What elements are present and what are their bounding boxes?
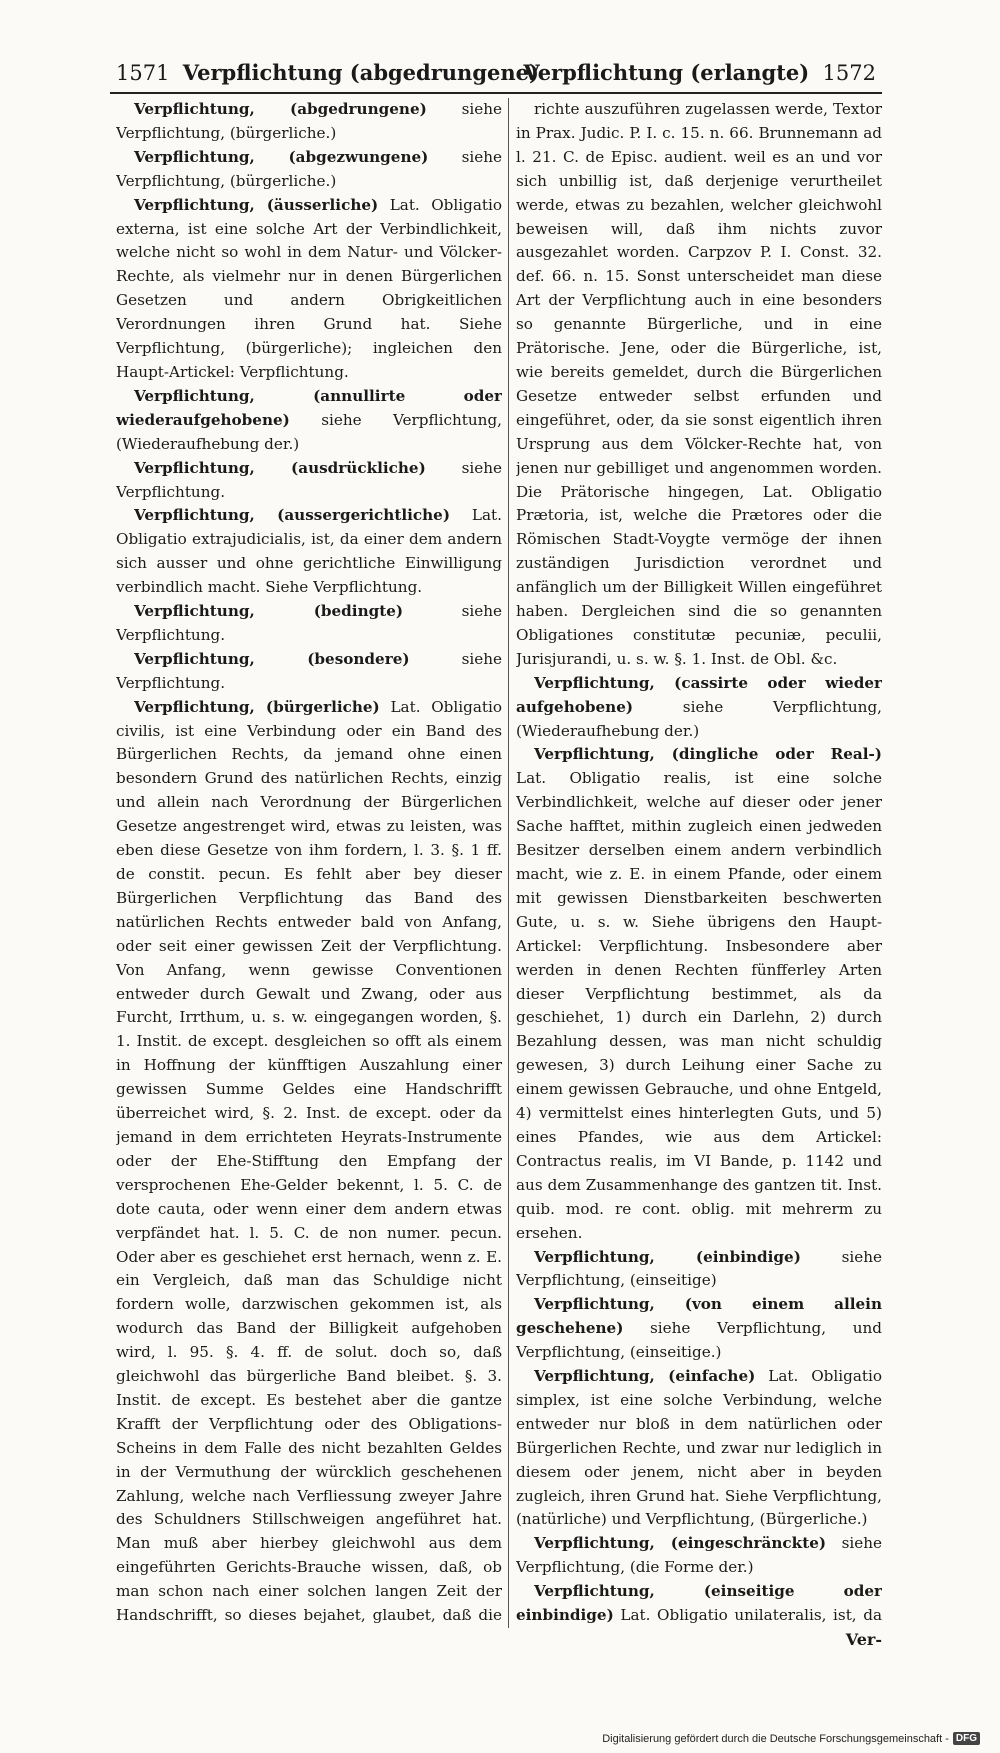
catchword: Ver- <box>845 1630 882 1649</box>
dictionary-entry <box>516 98 882 672</box>
left-page-number: 1571 <box>116 61 170 85</box>
dictionary-entry <box>516 1365 882 1532</box>
dictionary-entry <box>116 696 502 1628</box>
dictionary-entry <box>516 1246 882 1294</box>
dfg-logo: DFG <box>953 1732 980 1745</box>
entry-headword: Verpflichtung, (abgezwungene) <box>134 147 429 166</box>
left-running-title: Verpflichtung (abgedrungene) <box>182 60 539 85</box>
entry-text: siehe Verpflichtung. <box>116 458 502 501</box>
entry-headword: Verpflichtung, (einbindige) <box>534 1247 801 1266</box>
right-running-title: Verpflichtung (erlangte) <box>523 60 810 85</box>
entry-text: siehe Verpflichtung, (Wiederaufhebung der.) <box>116 410 502 453</box>
entry-text: richte auszuführen zugelassen werde, Textor in Prax. Judic. P. I. c. 15. n. 66. Brunnemann ad l. 21. C. de Episc. audient. weil es an und vor sich unbillig ist, daß derjenige verurtheilet werde, etwas zu bezahlen, welcher gleichwohl beweisen will, daß ihm nichts zuvor ausgezahlet worden. Carpzov P. I. Const. 32. def. 66. n. 15. Sonst unterscheidet man diese Art der Verpflichtung auch in eine besonders so genannte Bürgerliche, und in eine Prätorische. Jene, oder die Bürgerliche, ist, wie bereits gemeldet, durch die Bürgerlichen Gesetze entweder selbst erfunden und eingeführet, oder, da sie sonst eigentlich ihren Ursprung aus dem Völcker-Rechte hat, von jenen nur gebilliget und angenommen worden. Die Prätorische hingegen, Lat. Obligatio Prætoria, ist, welche die Prætores oder die Römischen Stadt-Voygte vermöge der ihnen zuständigen Jurisdiction verordnet und anfänglich um der Billigkeit Willen eingeführet haben. Dergleichen sind die so genannten Obligationes constitutæ pecuniæ, peculii, Jurisjurandi, u. s. w. §. 1. Inst. de Obl. &c. <box>516 100 882 668</box>
left-column <box>116 98 502 1628</box>
entry-headword: Verpflichtung, (äusserliche) <box>134 195 379 214</box>
entry-headword: Verpflichtung, (einseitige oder einbindige) <box>516 1582 882 1625</box>
entry-headword: Verpflichtung, (von einem allein geschehene) <box>516 1295 882 1338</box>
column-divider <box>508 98 509 1628</box>
entry-text: Lat. Obligatio realis, ist eine solche Verbindlichkeit, welche auf dieser oder jener Sache hafftet, mithin zugleich einen jedweden Besitzer derselben einem andern verbindlich macht, wie z. E. in einem Pfande, oder einem mit gewissen Dienstbarkeiten beschwerten Gute, u. s. w. Siehe übrigens den Haupt-Artickel: Verpflichtung. Insbesondere aber werden in denen Rechten fünfferley Arten dieser Verpflichtung bestimmet, als da geschiehet, 1) durch ein Darlehn, 2) durch Bezahlung dessen, was man nicht schuldig gewesen, 3) durch Leihung einer Sache zu einem gewissen Gebrauche, und ohne Entgeld, 4) vermittelst eines hinterlegten Guts, und 5) eines Pfandes, wie aus dem Artickel: Contractus realis, im VI Bande, p. 1142 und aus dem Zusammenhange des gantzen tit. Inst. quib. mod. re cont. oblig. mit mehrerm zu ersehen. <box>516 769 882 1242</box>
entry-text: Lat. Obligatio extrajudicialis, ist, da einer dem andern sich ausser und ohne gerichtliche Einwilligung verbindlich macht. Siehe Verpflichtung. <box>116 506 502 597</box>
dictionary-entry <box>516 1293 882 1365</box>
right-page-number: 1572 <box>822 61 876 85</box>
dictionary-entry <box>516 672 882 744</box>
entry-text: siehe Verpflichtung, (bürgerliche.) <box>116 147 502 190</box>
entry-text: siehe Verpflichtung. <box>116 649 502 692</box>
entry-text: Lat. Obligatio simplex, ist eine solche Verbindung, welche entweder nur bloß in dem natürlichen oder Bürgerlichen Rechte, und zwar nur lediglich in diesem oder jenem, nicht aber in beyden zugleich, ihren Grund hat. Siehe Verpflichtung, (natürliche) und Verpflichtung, (Bürgerliche.) <box>516 1367 882 1529</box>
entry-headword: Verpflichtung, (besondere) <box>134 649 410 668</box>
entry-text: Lat. Obligatio externa, ist eine solche Art der Verbindlichkeit, welche nicht so wohl in dem Natur- und Völcker-Rechte, als vielmehr nur in denen Bürgerlichen Gesetzen und andern Obrigkeitlichen Verordnungen ihren Grund hat. Siehe Verpflichtung, (bürgerliche); ingleichen den Haupt-Artickel: Verpflichtung. <box>116 195 502 381</box>
entry-text: Lat. Obligatio unilateralis, ist, da <box>620 1606 882 1625</box>
dictionary-entry <box>116 385 502 457</box>
dictionary-entry <box>116 457 502 505</box>
footer <box>602 1732 980 1745</box>
entry-headword: Verpflichtung, (bürgerliche) <box>134 697 380 716</box>
entry-headword: Verpflichtung, (einfache) <box>534 1367 756 1386</box>
dictionary-entry <box>116 648 502 696</box>
entry-headword: Verpflichtung, (aussergerichtliche) <box>134 506 451 525</box>
header-left <box>110 60 539 85</box>
running-header <box>110 58 882 94</box>
dictionary-entry <box>516 1532 882 1580</box>
dictionary-entry <box>116 504 502 600</box>
entry-text: siehe Verpflichtung, (einseitige) <box>516 1247 882 1290</box>
entry-text: siehe Verpflichtung, und Verpflichtung, (einseitige.) <box>516 1319 882 1362</box>
header-right <box>523 60 882 85</box>
entry-headword: Verpflichtung, (abgedrungene) <box>134 100 427 118</box>
entry-headword: Verpflichtung, (ausdrückliche) <box>134 458 426 477</box>
entry-headword: Verpflichtung, (dingliche oder Real-) <box>534 745 882 764</box>
entry-text: siehe Verpflichtung, (die Forme der.) <box>516 1534 882 1577</box>
right-column <box>516 98 882 1628</box>
entry-text: siehe Verpflichtung, (Wiederaufhebung der.) <box>516 697 882 740</box>
entry-text: siehe Verpflichtung, (bürgerliche.) <box>116 100 502 142</box>
dictionary-entry <box>516 1580 882 1628</box>
dictionary-entry <box>116 600 502 648</box>
entry-text: siehe Verpflichtung. <box>116 602 502 644</box>
entry-text: Lat. Obligatio civilis, ist eine Verbindung oder ein Band des Bürgerlichen Rechts, da jemand ohne einen besondern Grund des natürlichen Rechts, einzig und allein nach Verordnung der Bürgerlichen Gesetze angestrenget wird, etwas zu leisten, was eben diese Gesetze von ihm fordern, l. 3. §. 1 ff. de constit. pecun. Es fehlt aber bey dieser Bürgerlichen Verpflichtung das Band des natürlichen Rechts entweder bald von Anfang, oder seit einer gewissen Zeit der Verpflichtung. Von Anfang, wenn gewisse Conventionen entweder durch Gewalt und Zwang, oder aus Furcht, Irrthum, u. s. w. eingegangen worden, §. 1. Instit. de except. desgleichen so offt als einem in Hoffnung der künfftigen Auszahlung einer gewissen Summe Geldes eine Handschrifft überreichet wird, §. 2. Inst. de except. oder da jemand in dem errichteten Heyrats-Instrumente oder der Ehe-Stifftung den Empfang der versprochenen Ehe-Gelder bekennt, l. 5. C. de dote cauta, oder wenn einer dem andern etwas verpfändet hat. l. 5. C. de non numer. pecun. Oder aber es geschiehet erst hernach, wenn z. E. ein Vergleich, daß man das Schuldige nicht fordern wolle, darzwischen gekommen ist, als wodurch das Band der Billigkeit aufgehoben wird, l. 95. §. 4. ff. de solut. doch so, daß gleichwohl das bürgerliche Band bleibet. §. 3. Instit. de except. Es bestehet aber die gantze Krafft der Verpflichtung oder des Obligations-Scheins in dem Falle des nicht bezahlten Geldes in der Vermuthung der würcklich geschehenen Zahlung, welche nach Verfliessung zweyer Jahre des Schuldners Stillschweigen angeführet hat. Man muß aber hierbey gleichwohl aus dem eingeführten Gerichts-Brauche wissen, daß, ob man schon nach einer solchen langen Zeit der Handschrifft, so dieses bejahet, glaubet, daß die <box>116 697 502 1625</box>
entry-headword: Verpflichtung, (annullirte oder wiederaufgehobene) <box>116 386 502 429</box>
dictionary-entry <box>116 146 502 194</box>
dictionary-entry <box>516 743 882 1245</box>
dictionary-entry <box>116 98 502 146</box>
footer-text: Digitalisierung gefördert durch die Deutsche Forschungsgemeinschaft - <box>602 1732 949 1745</box>
dictionary-entry <box>116 194 502 385</box>
entry-headword: Verpflichtung, (bedingte) <box>134 602 404 621</box>
entry-headword: Verpflichtung, (cassirte oder wieder aufgehobene) <box>516 673 882 716</box>
entry-headword: Verpflichtung, (eingeschränckte) <box>534 1534 827 1553</box>
